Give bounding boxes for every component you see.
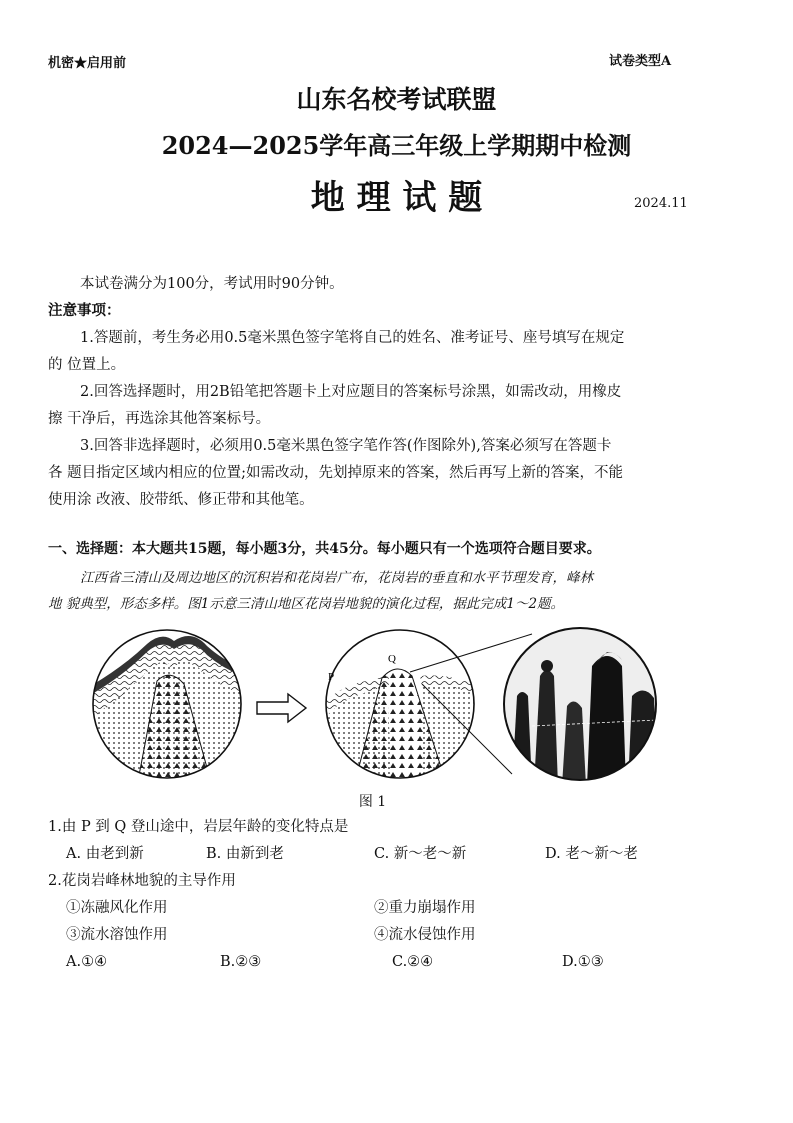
note-1-line2: 的 位置上。 — [48, 357, 126, 373]
note-2-line2: 擦 干净后，再选涂其他答案标号。 — [48, 411, 271, 427]
figure-caption: 图 1 — [358, 794, 387, 810]
subject-title: 地 理 试 题 — [310, 178, 483, 218]
q2-option-a[interactable]: A.①④ — [66, 954, 108, 970]
q2-statement-4: ④流水侵蚀作用 — [374, 927, 476, 943]
q2-statement-1: ①冻融风化作用 — [66, 900, 168, 916]
q1-option-b[interactable]: B. 由新到老 — [206, 846, 284, 862]
question-2-stem: 2.花岗岩峰林地貌的主导作用 — [48, 873, 236, 889]
q2-statement-2: ②重力崩塌作用 — [374, 900, 476, 916]
intro-text: 本试卷满分为100分，考试用时90分钟。 — [80, 276, 344, 292]
label-q: Q — [388, 653, 396, 665]
q1-option-c[interactable]: C. 新～老～新 — [374, 846, 467, 862]
label-p: P — [328, 671, 335, 683]
q1-option-d[interactable]: D. 老～新～老 — [545, 846, 638, 862]
school-title: 山东名校考试联盟 — [296, 85, 497, 114]
q1-option-a[interactable]: A. 由老到新 — [66, 846, 144, 862]
question-1-stem: 1.由 P 到 Q 登山途中，岩层年龄的变化特点是 — [48, 819, 349, 835]
q2-option-c[interactable]: C.②④ — [392, 954, 434, 970]
exam-date: 2024.11 — [634, 196, 688, 211]
q2-option-b[interactable]: B.②③ — [220, 954, 262, 970]
note-3-line2: 各 题目指定区域内相应的位置;如需改动，先划掉原来的答案，然后再写上新的答案，不能 — [48, 465, 623, 481]
passage-line1: 江西省三清山及周边地区的沉积岩和花岗岩广布，花岗岩的垂直和水平节理发育，峰林 — [80, 570, 593, 586]
notes-title: 注意事项： — [48, 302, 121, 319]
passage-line2: 地 貌典型，形态多样。图1示意三清山地区花岗岩地貌的演化过程，据此完成1～2题。 — [48, 596, 565, 612]
q2-statement-3: ③流水溶蚀作用 — [66, 927, 168, 943]
paper-type-label: 试卷类型A — [609, 54, 672, 69]
figure-1-granite-evolution — [92, 626, 662, 782]
note-3-line1: 3.回答非选择题时，必须用0.5毫米黑色签字笔作答(作图除外),答案必须写在答题卡 — [80, 438, 612, 454]
exam-title: 2024—2025学年高三年级上学期期中检测 — [161, 131, 632, 160]
q2-option-d[interactable]: D.①③ — [562, 954, 604, 970]
confidential-label: 机密★启用前 — [48, 56, 127, 71]
note-3-line3: 使用涂 改液、胶带纸、修正带和其他笔。 — [48, 492, 314, 508]
section-heading: 一、选择题：本大题共15题，每小题3分，共45分。每小题只有一个选项符合题目要求。 — [48, 541, 601, 557]
note-1-line1: 1.答题前，考生务必用0.5毫米黑色签字笔将自己的姓名、准考证号、座号填写在规定 — [80, 330, 625, 346]
stage-2-diagram — [312, 626, 492, 782]
note-2-line1: 2.回答选择题时，用2B铅笔把答题卡上对应题目的答案标号涂黑，如需改动，用橡皮 — [80, 384, 622, 400]
arrow-icon — [257, 694, 306, 722]
